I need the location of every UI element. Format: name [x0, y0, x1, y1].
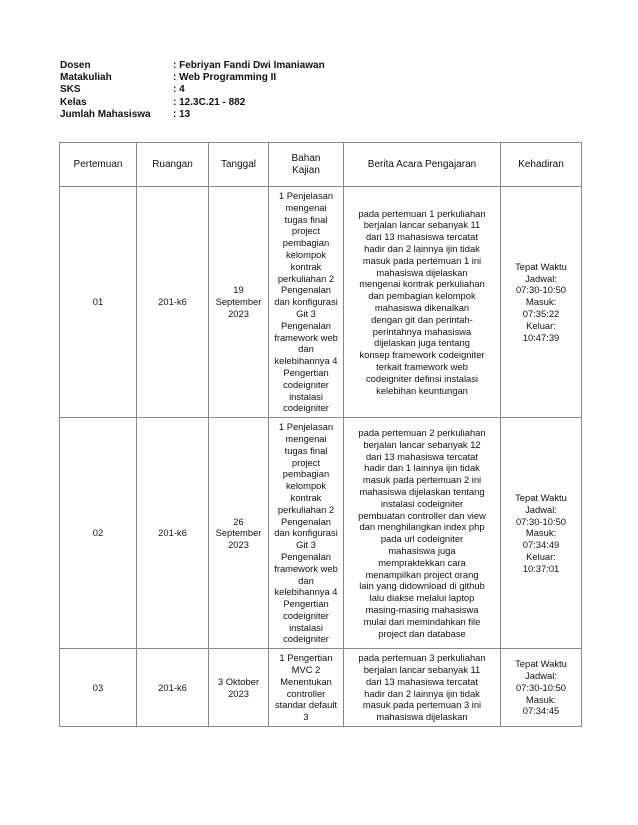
column-header-pertemuan: Pertemuan — [60, 143, 137, 187]
cell-kehadiran: Tepat Waktu Jadwal: 07:30-10:50 Masuk: 07:34:49 Keluar: 10:37:01 — [501, 418, 582, 649]
header-row-dosen — [60, 60, 325, 72]
header-label: Kelas — [60, 96, 87, 108]
cell-ruangan: 201-k6 — [137, 187, 209, 418]
cell-bahan-kajian: 1 Pengertian MVC 2 Menentukan controller standar default 3 — [269, 649, 344, 727]
header-row-sks — [60, 84, 325, 96]
column-header-tanggal: Tanggal — [209, 143, 269, 187]
cell-berita-acara: pada pertemuan 1 perkuliahan berjalan lancar sebanyak 11 dari 13 mahasiswa tercatat hadir dan 2 lainnya ijin tidak masuk pada pertemuan 1 ini mahasiswa dijelaskan mengenai kontrak perkuliahan dan pembagian kelompok mahasiswa dikenalkan dengan git dan perintah- perintahnya mahasiswa dijelaskan juga tentang konsep framework codeigniter terkait framework web codeigniter definsi instalasi kelebihan keuntungan — [344, 187, 501, 418]
header-value: : Febriyan Fandi Dwi Imaniawan — [173, 60, 325, 71]
table-header-row — [60, 143, 582, 187]
cell-pertemuan: 02 — [60, 418, 137, 649]
cell-pertemuan: 01 — [60, 187, 137, 418]
cell-ruangan: 201-k6 — [137, 649, 209, 727]
cell-kehadiran: Tepat Waktu Jadwal: 07:30-10:50 Masuk: 07:35:22 Keluar: 10:47:39 — [501, 187, 582, 418]
cell-kehadiran: Tepat Waktu Jadwal: 07:30-10:50 Masuk: 07:34:45 — [501, 649, 582, 727]
teaching-journal-table — [59, 142, 582, 727]
header-value: : 4 — [173, 84, 185, 96]
header-label: Dosen — [60, 60, 91, 71]
cell-bahan-kajian: 1 Penjelasan mengenai tugas final project pembagian kelompok kontrak perkuliahan 2 Pengenalan dan konfigurasi Git 3 Pengenalan framework web dan kelebihannya 4 Pengertian codeigniter instalasi codeigniter — [269, 187, 344, 418]
header-label: SKS — [60, 84, 81, 96]
table-row — [60, 418, 582, 649]
cell-pertemuan: 03 — [60, 649, 137, 727]
course-info-header — [60, 60, 325, 121]
column-header-ruangan: Ruangan — [137, 143, 209, 187]
table-row — [60, 187, 582, 418]
header-value: : Web Programming II — [173, 72, 277, 84]
header-row-matakuliah — [60, 72, 325, 84]
cell-bahan-kajian: 1 Penjelasan mengenai tugas final project pembagian kelompok kontrak perkuliahan 2 Pengenalan dan konfigurasi Git 3 Pengenalan framework web dan kelebihannya 4 Pengertian codeigniter instalasi codeigniter — [269, 418, 344, 649]
column-header-berita-acara: Berita Acara Pengajaran — [344, 143, 501, 187]
header-row-jumlah-mahasiswa — [60, 109, 325, 121]
table-row — [60, 649, 582, 727]
cell-tanggal: 26 September 2023 — [209, 418, 269, 649]
cell-tanggal: 19 September 2023 — [209, 187, 269, 418]
column-header-bahan-kajian: Bahan Kajian — [269, 143, 344, 187]
header-label: Matakuliah — [60, 72, 112, 84]
cell-berita-acara: pada pertemuan 2 perkuliahan berjalan lancar sebanyak 12 dari 13 mahasiswa tercatat hadir dan 1 lainnya ijin tidak masuk pada pertemuan 2 ini mahasiswa dijelaskan tentang instalasi codeigniter pembuatan controller dan view dan menghilangkan index php pada url codeigniter mahasiswa juga mempraktekkan cara menampilkan project orang lain yang didownload di github lalu diakse melalui laptop masing-masing mahasiswa mulai dari memindahkan file project dan database — [344, 418, 501, 649]
cell-ruangan: 201-k6 — [137, 418, 209, 649]
header-label: Jumlah Mahasiswa — [60, 108, 151, 120]
header-value: : 13 — [173, 108, 191, 120]
cell-berita-acara: pada pertemuan 3 perkuliahan berjalan lancar sebanyak 11 dari 13 mahasiswa tercatat hadir dan 2 lainnya ijin tidak masuk pada pertemuan 3 ini mahasiswa dijelaskan — [344, 649, 501, 727]
header-row-kelas — [60, 97, 325, 109]
cell-tanggal: 3 Oktober 2023 — [209, 649, 269, 727]
column-header-kehadiran: Kehadiran — [501, 143, 582, 187]
header-value: : 12.3C.21 - 882 — [173, 96, 246, 108]
